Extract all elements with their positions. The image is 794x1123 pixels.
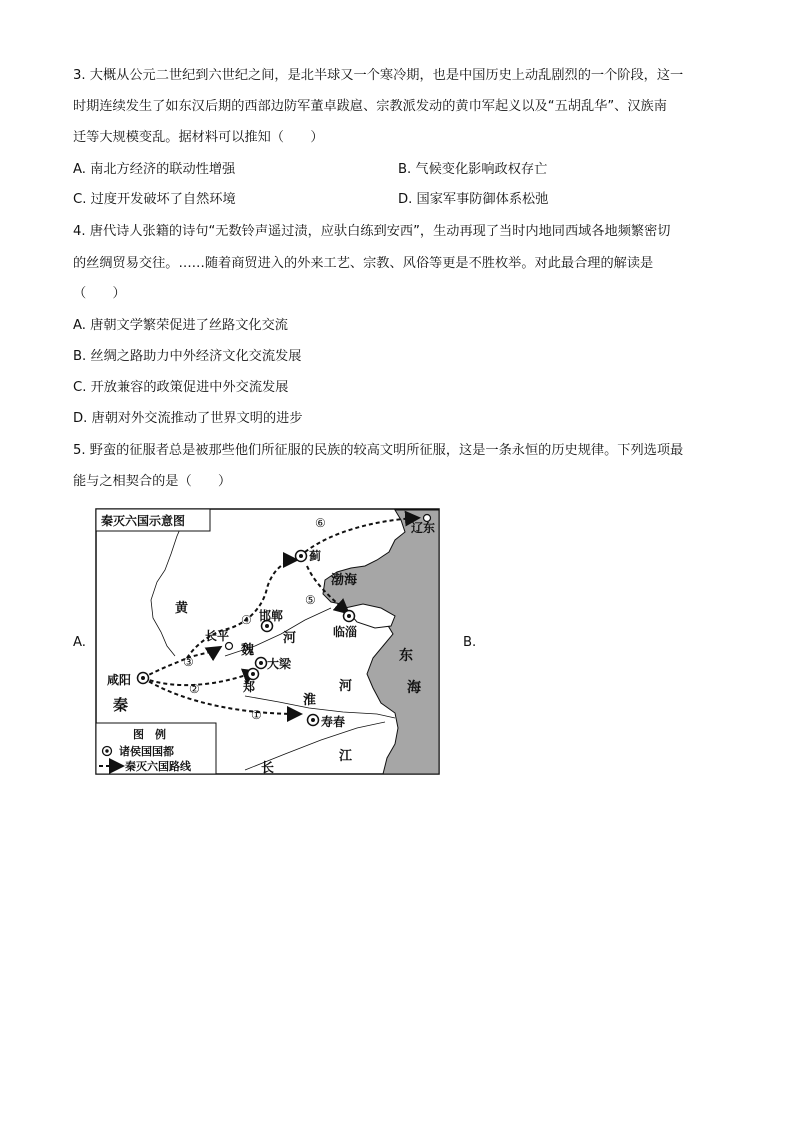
q5-option-b-label[interactable]: B. bbox=[463, 635, 477, 650]
map-title: 秦灭六国示意图 bbox=[101, 514, 186, 528]
q4-option-c[interactable]: C. 开放兼容的政策促进中外交流发展 bbox=[73, 380, 289, 395]
route-num-5: ⑤ bbox=[305, 593, 316, 607]
q3-stem-line-3: 迁等大规模变乱。据材料可以推知（ ） bbox=[73, 130, 324, 145]
q3-option-b[interactable]: B. 气候变化影响政权存亡 bbox=[398, 162, 548, 177]
q5-stem-line-2: 能与之相契合的是（ ） bbox=[73, 474, 232, 489]
label-xianyang: 咸阳 bbox=[107, 673, 132, 687]
capital-xianyang bbox=[138, 673, 149, 684]
q4-option-b[interactable]: B. 丝绸之路助力中外经济文化交流发展 bbox=[73, 349, 302, 364]
label-liaodong: 辽东 bbox=[411, 521, 436, 535]
label-huang: 黄 bbox=[175, 601, 189, 616]
capital-daliang bbox=[256, 658, 267, 669]
q4-stem-line-3: （ ） bbox=[73, 286, 126, 301]
label-he-1: 河 bbox=[283, 631, 297, 646]
label-qin: 秦 bbox=[113, 696, 129, 714]
label-chang: 长 bbox=[261, 761, 275, 775]
label-jiang: 江 bbox=[339, 749, 353, 764]
label-changping: 长平 bbox=[205, 629, 230, 643]
label-donghai-1: 东 bbox=[399, 648, 413, 664]
route-num-3: ③ bbox=[183, 655, 194, 669]
route-num-6: ⑥ bbox=[315, 516, 326, 530]
label-handan: 邯郸 bbox=[259, 609, 284, 623]
label-wei: 魏 bbox=[241, 643, 255, 658]
legend-title: 图 例 bbox=[133, 728, 166, 741]
qin-conquest-map bbox=[95, 508, 440, 775]
label-shouchun: 寿春 bbox=[321, 715, 346, 729]
legend-route: 秦灭六国路线 bbox=[125, 760, 191, 773]
capital-zheng bbox=[248, 669, 259, 680]
q3-option-d[interactable]: D. 国家军事防御体系松弛 bbox=[398, 192, 549, 207]
label-ji: 蓟 bbox=[309, 549, 322, 563]
label-bohai: 渤海 bbox=[331, 573, 358, 588]
legend-capital: 诸侯国国都 bbox=[119, 745, 174, 758]
q4-option-d[interactable]: D. 唐朝对外交流推动了世界文明的进步 bbox=[73, 411, 303, 426]
q3-stem-line-1: 3. 大概从公元二世纪到六世纪之间，是北半球又一个寒冷期，也是中国历史上动乱剧烈的一个阶段，这一 bbox=[73, 68, 684, 83]
route-num-4: ④ bbox=[241, 613, 252, 627]
q3-option-a[interactable]: A. 南北方经济的联动性增强 bbox=[73, 162, 236, 177]
route-num-2: ② bbox=[189, 682, 200, 696]
q5-option-a-label[interactable]: A. bbox=[73, 635, 86, 650]
label-zheng: 郑 bbox=[243, 680, 256, 694]
q4-option-a[interactable]: A. 唐朝文学繁荣促进了丝路文化交流 bbox=[73, 318, 288, 333]
q3-option-c[interactable]: C. 过度开发破坏了自然环境 bbox=[73, 192, 236, 207]
q4-stem-line-1: 4. 唐代诗人张籍的诗句“无数铃声遥过渍，应驮白练到安西”，生动再现了当时内地同西域各地频繁密切 bbox=[73, 224, 671, 239]
capital-ji bbox=[296, 551, 307, 562]
label-daliang: 大梁 bbox=[267, 657, 292, 671]
q4-stem-line-2: 的丝绸贸易交往。……随着商贸进入的外来工艺、宗教、风俗等更是不胜枚举。对此最合理的解读是 bbox=[73, 256, 654, 271]
changping-marker bbox=[226, 643, 233, 650]
label-linzi: 临淄 bbox=[333, 625, 358, 639]
q5-stem-line-1: 5. 野蛮的征服者总是被那些他们所征服的民族的较高文明所征服，这是一条永恒的历史规律。下列选项最 bbox=[73, 443, 684, 458]
capital-shouchun bbox=[308, 715, 319, 726]
q3-stem-line-2: 时期连续发生了如东汉后期的西部边防军董卓跋扈、宗教派发动的黄巾军起义以及“五胡乱华”、汉族南 bbox=[73, 99, 667, 114]
capital-linzi bbox=[344, 611, 355, 622]
label-he-2: 河 bbox=[339, 679, 353, 694]
route-num-1: ① bbox=[251, 708, 262, 722]
label-donghai-2: 海 bbox=[407, 680, 421, 696]
label-huai: 淮 bbox=[303, 693, 317, 708]
